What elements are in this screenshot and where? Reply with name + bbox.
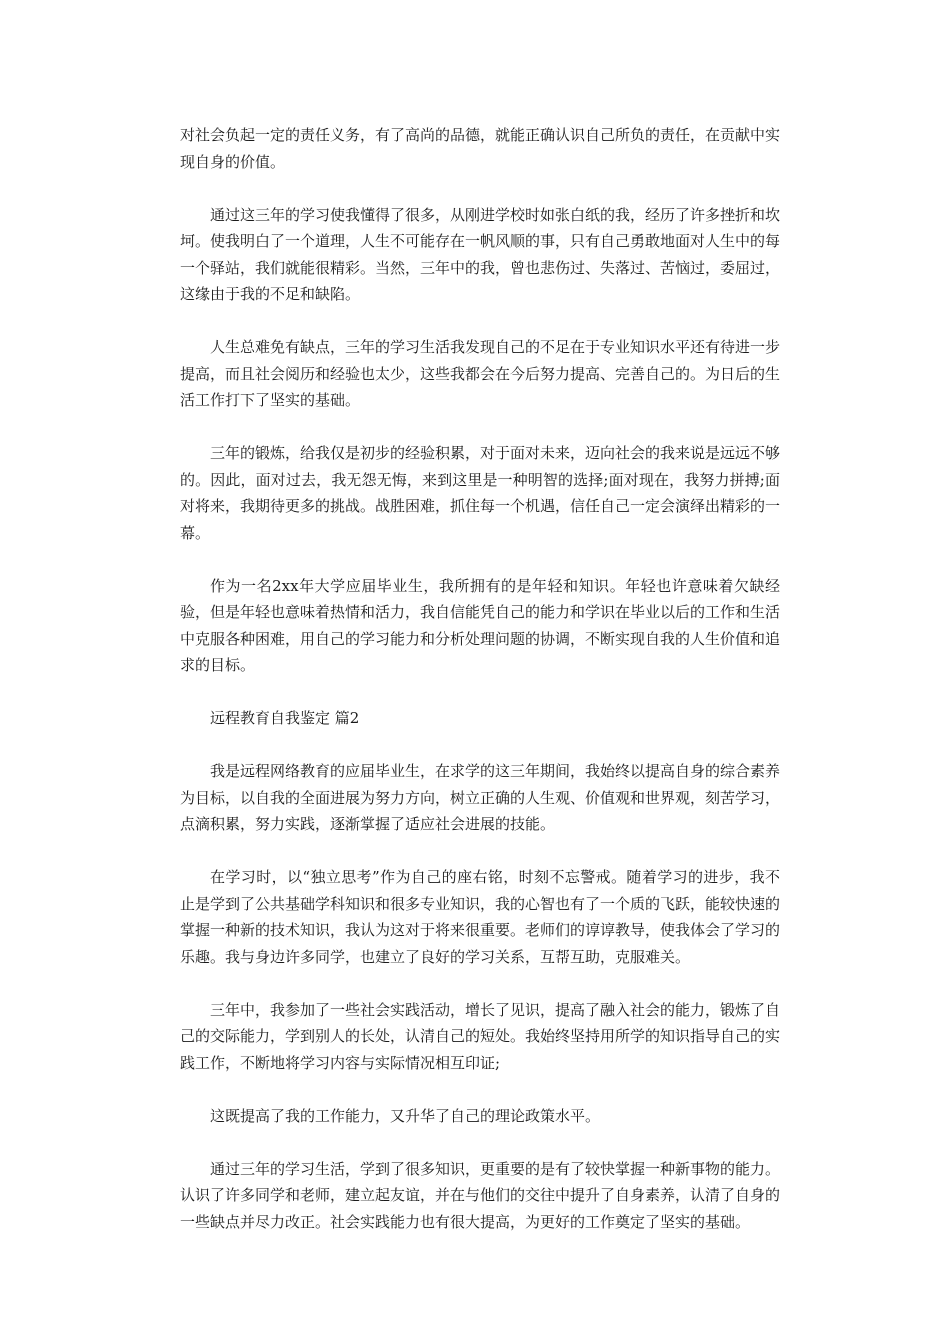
- paragraph-4: 三年的锻炼，给我仅是初步的经验积累，对于面对未来，迈向社会的我来说是远远不够的。因此，面对过去，我无怨无悔，来到这里是一种明智的选择;面对现在，我努力拼搏;面对将来，我期待更多的挑战。战胜困难，抓住每一个机遇，信任自己一定会演绎出精彩的一幕。: [180, 444, 781, 542]
- paragraph-6: 我是远程网络教育的应届毕业生，在求学的这三年期间，我始终以提高自身的综合素养为目标，以自我的全面进展为努力方向，树立正确的人生观、价值观和世界观，刻苦学习，点滴积累，努力实践，逐渐掌握了适应社会进展的技能。: [180, 762, 781, 833]
- paragraph-10: 通过三年的学习生活，学到了很多知识，更重要的是有了较快掌握一种新事物的能力。认识了许多同学和老师，建立起友谊，并在与他们的交往中提升了自身素养，认清了自身的一些缺点并尽力改正。社会实践能力也有很大提高，为更好的工作奠定了坚实的基础。: [180, 1159, 781, 1231]
- paragraph-7: 在学习时，以“独立思考”作为自己的座右铭，时刻不忘警戒。随着学习的进步，我不止是学到了公共基础学科知识和很多专业知识，我的心智也有了一个质的飞跃，能较快速的掌握一种新的技术知识，我认为这对于将来很重要。老师们的谆谆教导，使我体会了学习的乐趣。我与身边许多同学，也建立了良好的学习关系，互帮互助，克服难关。: [180, 868, 781, 966]
- paragraph-8: 三年中，我参加了一些社会实践活动，增长了见识，提高了融入社会的能力，锻炼了自己的交际能力，学到别人的长处，认清自己的短处。我始终坚持用所学的知识指导自己的实践工作，不断地将学习内容与实际情况相互印证;: [180, 1000, 781, 1072]
- paragraph-9: 这既提高了我的工作能力，又升华了自己的理论政策水平。: [210, 1106, 601, 1125]
- paragraph-2: 通过这三年的学习使我懂得了很多，从刚进学校时如张白纸的我，经历了许多挫折和坎坷。使我明白了一个道理，人生不可能存在一帆风顺的事，只有自己勇敢地面对人生中的每一个驿站，我们就能很精彩。当然，三年中的我，曾也悲伤过、失落过、苦恼过，委屈过，这缘由于我的不足和缺陷。: [180, 205, 781, 303]
- paragraph-1: 对社会负起一定的责任义务，有了高尚的品德，就能正确认识自己所负的责任，在贡献中实现自身的价值。: [180, 126, 781, 171]
- paragraph-3: 人生总难免有缺点，三年的学习生活我发现自己的不足在于专业知识水平还有待进一步提高，而且社会阅历和经验也太少，这些我都会在今后努力提高、完善自己的。为日后的生活工作打下了坚实的基础。: [180, 338, 781, 409]
- paragraph-5: 作为一名2xx年大学应届毕业生，我所拥有的是年轻和知识。年轻也许意味着欠缺经验，但是年轻也意味着热情和活力，我自信能凭自己的能力和学识在毕业以后的工作和生活中克服各种困难，用自己的学习能力和分析处理问题的协调，不断实现自我的人生价值和追求的目标。: [180, 576, 781, 674]
- document-page: [180, 122, 780, 1262]
- section-heading: 远程教育自我鉴定 篇2: [210, 709, 360, 727]
